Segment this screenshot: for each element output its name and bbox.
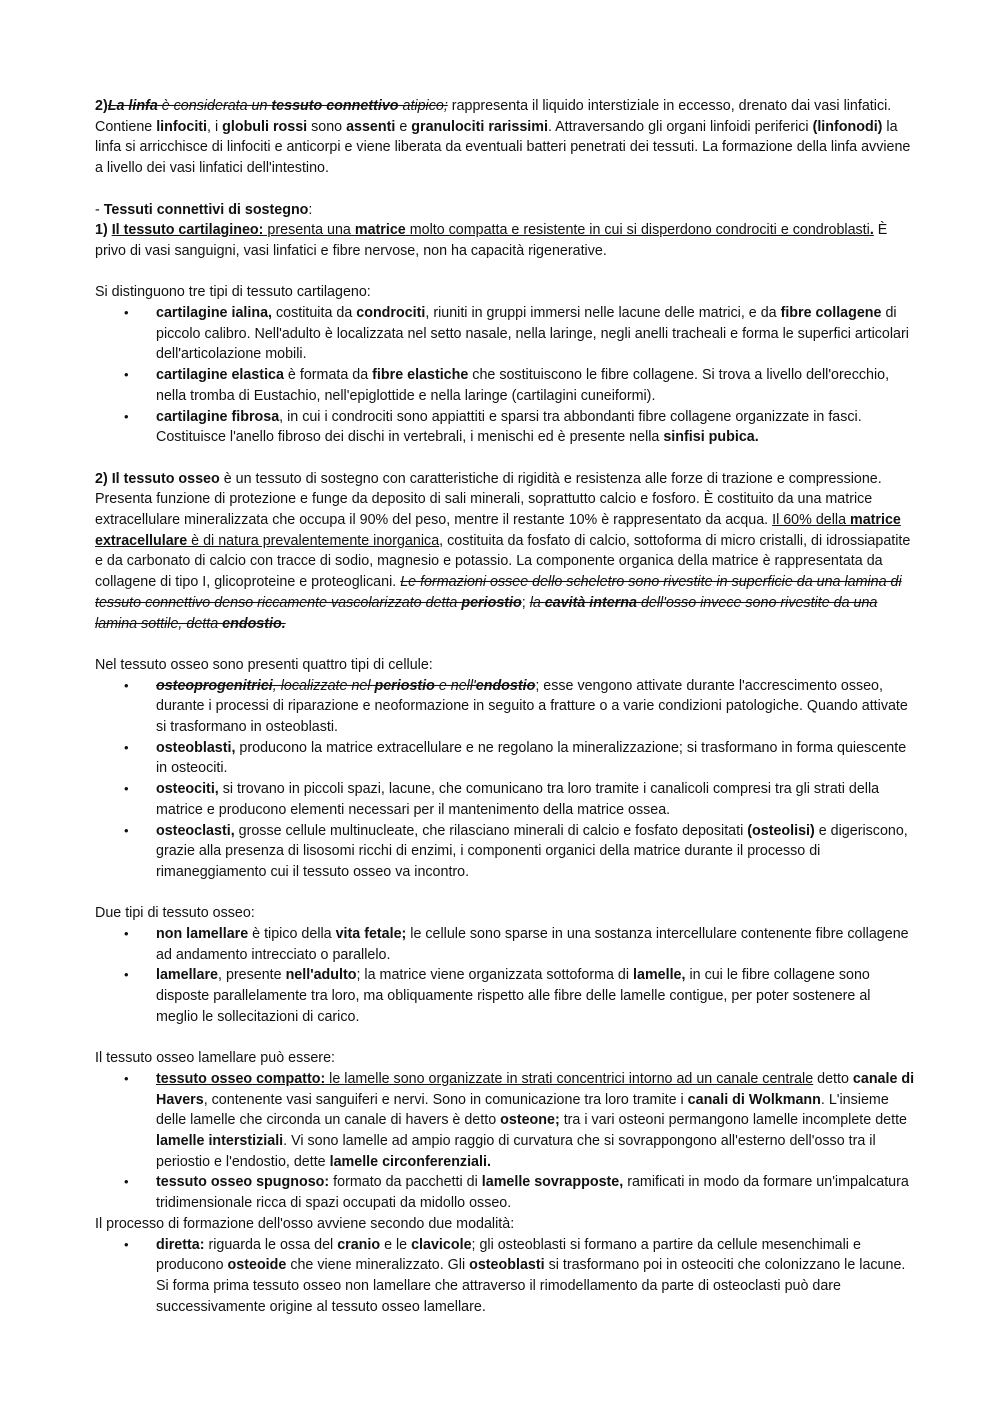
strikethrough-text: Le formazioni ossee dello scheletro sono rivestite in superficie da una lamina di tessuto connettivo denso riccamente vascolarizzato detta: [95, 574, 902, 611]
bone-types-list: [95, 924, 915, 1028]
bone-cells-intro: Nel tessuto osseo sono presenti quattro tipi di cellule:: [95, 656, 433, 673]
body-text: e: [395, 118, 412, 135]
bold-text: vita fetale;: [335, 926, 407, 943]
body-text: si trovano in piccoli spazi, lacune, che comunicano tra loro tramite i canalicoli compresi tra gli strati della matrice e producono elementi necessari per il mantenimento della matrice ossea.: [156, 781, 880, 818]
bold-text: clavicole: [411, 1236, 472, 1253]
body-text: ; gli osteoblasti si formano a partire da cellule mesenchimali e producono: [156, 1236, 861, 1274]
strikethrough-text: La linfa: [107, 98, 158, 114]
strikethrough-text: tessuto connettivo: [271, 98, 399, 114]
heading-prefix: -: [95, 201, 104, 218]
bold-text: (osteolisi): [747, 822, 815, 839]
list-item-diretta: [95, 1235, 915, 1318]
body-text: , riuniti in gruppi immersi nelle lacune delle matrici, e da: [425, 305, 781, 321]
lamellar-intro: Il tessuto osseo lamellare può essere:: [95, 1050, 335, 1067]
bold-text: osteone;: [500, 1112, 560, 1129]
lymph-paragraph: [95, 96, 915, 179]
bold-text: osteoblasti,: [156, 739, 236, 756]
list-item-cartilagine-elastica: [95, 365, 915, 406]
list-item-osteoclasti: [95, 821, 915, 883]
bold-text: osteociti,: [156, 781, 219, 798]
body-text: ;: [521, 594, 530, 611]
strikethrough-text: cavità interna: [544, 594, 637, 611]
section-number: 1): [95, 222, 112, 239]
bold-text: non lamellare: [156, 926, 249, 943]
cartilage-types-list: [95, 303, 915, 448]
body-text: è un tessuto di sostegno con caratteristiche di rigidità e resistenza alle forze di trazione e compressione. Presenta funzione di protezione e funge da deposito di sali minerali, soprattutto calcio e fosforo. È costituito da una matrice extracellulare mineralizzata che occupa il 90% del peso, mentre il restante 10% è rappresentato da acqua.: [95, 470, 882, 529]
formation-intro: Il processo di formazione dell'osso avviene secondo due modalità:: [95, 1215, 515, 1232]
body-text: che viene mineralizzato. Gli: [286, 1257, 470, 1274]
bold-text: osteoclasti,: [156, 822, 235, 839]
bold-text: (linfonodi): [812, 118, 883, 135]
bold-text: sinfisi pubica.: [663, 429, 759, 446]
body-text: riguarda le ossa del: [204, 1236, 338, 1253]
bold-text: lamelle circonferenziali.: [329, 1153, 491, 1170]
list-item-cartilagine-fibrosa: [95, 407, 915, 448]
bold-text: lamelle interstiziali: [156, 1133, 284, 1150]
bone-title: Il tessuto osseo: [111, 470, 220, 487]
strikethrough-text: endostio: [475, 677, 536, 694]
body-text: . Vi sono lamelle ad ampio raggio di curvatura che si sovrappongono all'esterno dell'osso tra il periostio e l'endostio, dette: [156, 1133, 876, 1170]
body-text: ; esse vengono attivate durante l'accrescimento osseo, durante i processi di riparazione e neoformazione in seguito a fratture o a varie condizioni patologiche. Quando attivate si trasformano in osteoblasti.: [156, 677, 908, 736]
underlined-text: molto compatta e resistente in cui si disperdono condrociti e condroblasti: [405, 222, 870, 239]
body-text: le cellule sono sparse in una sostanza intercellulare contenente fibre collagene ad andamento intrecciato o parallelo.: [156, 926, 909, 963]
body-text: di piccolo calibro. Nell'adulto è localizzata nel setto nasale, nella laringe, negli anelli tracheali e forma le superfici articolari dell'articolazione mobili.: [156, 305, 909, 363]
bold-text: canali di Wolkmann: [687, 1091, 821, 1108]
bold-text: lamelle sovrapposte,: [481, 1174, 624, 1191]
underlined-text: è di natura prevalentemente inorganica: [187, 532, 440, 549]
bone-paragraph: [95, 469, 915, 635]
body-text: , in cui i condrociti sono appiattiti e sparsi tra abbondanti fibre collagene organizzate in fasci. Costituisce l'anello fibroso dei dischi in vertebrali, i menischi ed è presente nella: [156, 408, 862, 446]
document-page: [95, 96, 915, 1317]
cartilage-title: Il tessuto cartilagineo:: [111, 222, 264, 239]
bullet-icon: •: [124, 781, 129, 797]
bold-text: lamellare: [156, 967, 218, 984]
strikethrough-text: osteoprogenitrici: [156, 677, 273, 694]
bold-text: cartilagine fibrosa: [156, 408, 280, 425]
strikethrough-text: dell'osso invece sono rivestite da una lamina sottile, detta: [95, 594, 878, 632]
body-text: detto: [813, 1070, 853, 1087]
bold-text: cranio: [337, 1236, 381, 1253]
strikethrough-text: endostio.: [222, 615, 286, 632]
body-text: sono: [307, 118, 347, 135]
spacer: [95, 262, 915, 283]
underlined-text: le lamelle sono organizzate in strati concentrici intorno ad un canale centrale: [325, 1070, 814, 1087]
bold-text: cartilagine ialina,: [156, 305, 273, 321]
strikethrough-text: , localizzate nel: [272, 677, 375, 694]
body-text: si trasformano poi in osteociti che colonizzano le lacune. Si forma prima tessuto osseo non lamellare che attraverso il rimodellamento da parte di osteoclasti può dare successivamente origine al tessuto osseo lamellare.: [156, 1257, 906, 1315]
list-item-osteoprogenitrici: [95, 676, 915, 738]
body-text: in cui le fibre collagene sono disposte parallelamente tra loro, ma obliquamente rispetto alle fibre delle lamelle contigue, per poter sostenere al meglio le sollecitazioni di carico.: [156, 967, 871, 1025]
spacer: [95, 634, 915, 655]
section-number: 2): [95, 470, 112, 487]
bullet-icon: •: [124, 677, 129, 693]
list-item-non-lamellare: [95, 924, 915, 965]
body-text: la linfa si arricchisce di linfociti e anticorpi e viene liberata da eventuali batteri penetrati dei tessuti. La formazione della linfa avviene a livello dei vasi linfatici dell'intestino.: [95, 118, 911, 177]
bullet-icon: •: [124, 739, 129, 755]
bullet-icon: •: [124, 305, 129, 320]
body-text: . L'insieme delle lamelle che circonda un canale di havers è detto: [156, 1091, 889, 1129]
bullet-icon: •: [124, 367, 129, 383]
strikethrough-text: la: [529, 594, 545, 611]
underlined-bold-text: tessuto osseo compatto:: [156, 1070, 326, 1087]
spacer: [95, 179, 915, 200]
underlined-text: .: [869, 222, 874, 239]
body-text: , costituita da fosfato di calcio, sottoforma di micro cristalli, di idrossiapatite e da carbonato di calcio con tracce di sodio, magnesio e potassio. La componente organica della matrice è rappresentata da collagene di tipo I, glicoproteine e proteoglicani.: [95, 532, 911, 591]
body-text: costituita da: [272, 305, 357, 321]
bullet-icon: •: [124, 1236, 129, 1252]
bold-text: fibre elastiche: [372, 367, 469, 384]
body-text: è tipico della: [248, 926, 336, 943]
body-text: , contenente vasi sanguiferi e nervi. Sono in comunicazione tra loro tramite i: [203, 1091, 688, 1108]
body-text: tra i vari osteoni permangono lamelle incomplete dette: [559, 1112, 908, 1129]
spacer: [95, 1028, 915, 1049]
bold-text: condrociti: [356, 305, 426, 321]
body-text: che sostituiscono le fibre collagene. Si trova a livello dell'orecchio, nella tromba di Eustachio, nell'epiglottide e nella laringe (cartilagini cuneiformi).: [156, 367, 890, 404]
underlined-bold-text: matrice extracellulare: [95, 512, 901, 549]
list-item-osseo-spugnoso: [95, 1172, 915, 1213]
body-text: È privo di vasi sanguigni, vasi linfatici e fibre nervose, non ha capacità rigenerative.: [95, 222, 888, 259]
heading-colon: :: [308, 201, 313, 218]
body-text: . Attraversando gli organi linfoidi periferici: [547, 118, 813, 135]
bold-text: globuli rossi: [222, 118, 308, 135]
body-text: ramificati in modo da formare un'impalcatura tridimensionale ricca di spazi occupati da midollo osseo.: [156, 1174, 909, 1212]
bullet-icon: •: [124, 822, 129, 838]
strikethrough-text: atipico;: [398, 98, 448, 114]
bold-text: diretta:: [156, 1236, 205, 1253]
body-text: grosse cellule multinucleate, che rilasciano minerali di calcio e fosfato depositati: [234, 822, 748, 839]
cartilage-paragraph: [95, 220, 915, 261]
body-text: e le: [380, 1236, 412, 1253]
bold-text: fibre collagene: [780, 305, 882, 321]
bullet-icon: •: [124, 926, 129, 942]
body-text: rappresenta il liquido interstiziale in eccesso, drenato dai vasi linfatici. Contiene: [95, 98, 892, 135]
body-text: ; la matrice viene organizzata sottoforma di: [356, 967, 634, 984]
spacer: [95, 448, 915, 469]
list-item-cartilagine-ialina: [95, 303, 915, 365]
bold-text: tessuto osseo spugnoso:: [156, 1174, 330, 1191]
body-text: , i: [207, 118, 223, 135]
bold-text: lamelle,: [633, 967, 686, 984]
bullet-icon: •: [124, 1174, 129, 1190]
body-text: e digeriscono, grazie alla presenza di lisosomi ricchi di enzimi, i componenti organici della matrice durante il processo di rimaneggiamento cui il tessuto osseo va incontro.: [156, 822, 908, 880]
list-item-lamellare: [95, 965, 915, 1027]
bone-types-intro: Due tipi di tessuto osseo:: [95, 905, 255, 922]
bold-text: cartilagine elastica: [156, 367, 284, 384]
bold-text: nell'adulto: [285, 967, 357, 984]
bold-text: linfociti: [156, 118, 208, 135]
bold-text: assenti: [346, 118, 396, 135]
formation-list: [95, 1235, 915, 1318]
bold-text: osteoide: [227, 1257, 287, 1274]
list-item-osteoblasti: [95, 738, 915, 779]
list-item-osteociti: [95, 779, 915, 820]
underlined-text: Il 60% della: [772, 512, 850, 529]
bold-text: canale di Havers: [156, 1070, 915, 1108]
body-text: producono la matrice extracellulare e ne regolano la mineralizzazione; si trasformano in forma quiescente in osteociti.: [156, 739, 907, 777]
strikethrough-text: periostio: [461, 594, 522, 611]
spacer: [95, 883, 915, 904]
body-text: formato da pacchetti di: [329, 1174, 482, 1191]
underlined-bold-text: matrice: [354, 222, 406, 239]
cartilage-types-intro: Si distinguono tre tipi di tessuto cartilageno:: [95, 284, 371, 301]
strikethrough-text: e nell': [434, 677, 476, 694]
underlined-text: presenta una: [263, 222, 355, 239]
bold-text: granulociti rarissimi: [411, 118, 548, 135]
bullet-icon: •: [124, 967, 129, 983]
body-text: è formata da: [283, 367, 373, 384]
section-number: 2): [95, 98, 108, 114]
support-heading: [95, 200, 915, 221]
bullet-icon: •: [124, 1070, 129, 1086]
strikethrough-text: periostio: [374, 677, 435, 694]
strikethrough-text: è considerata un: [157, 98, 272, 114]
bone-cells-list: [95, 676, 915, 883]
bold-text: osteoblasti: [469, 1257, 545, 1274]
bullet-icon: •: [124, 408, 129, 424]
body-text: , presente: [218, 967, 286, 984]
heading-title: Tessuti connettivi di sostegno: [103, 201, 309, 218]
list-item-osseo-compatto: [95, 1069, 915, 1173]
lamellar-types-list: [95, 1069, 915, 1214]
